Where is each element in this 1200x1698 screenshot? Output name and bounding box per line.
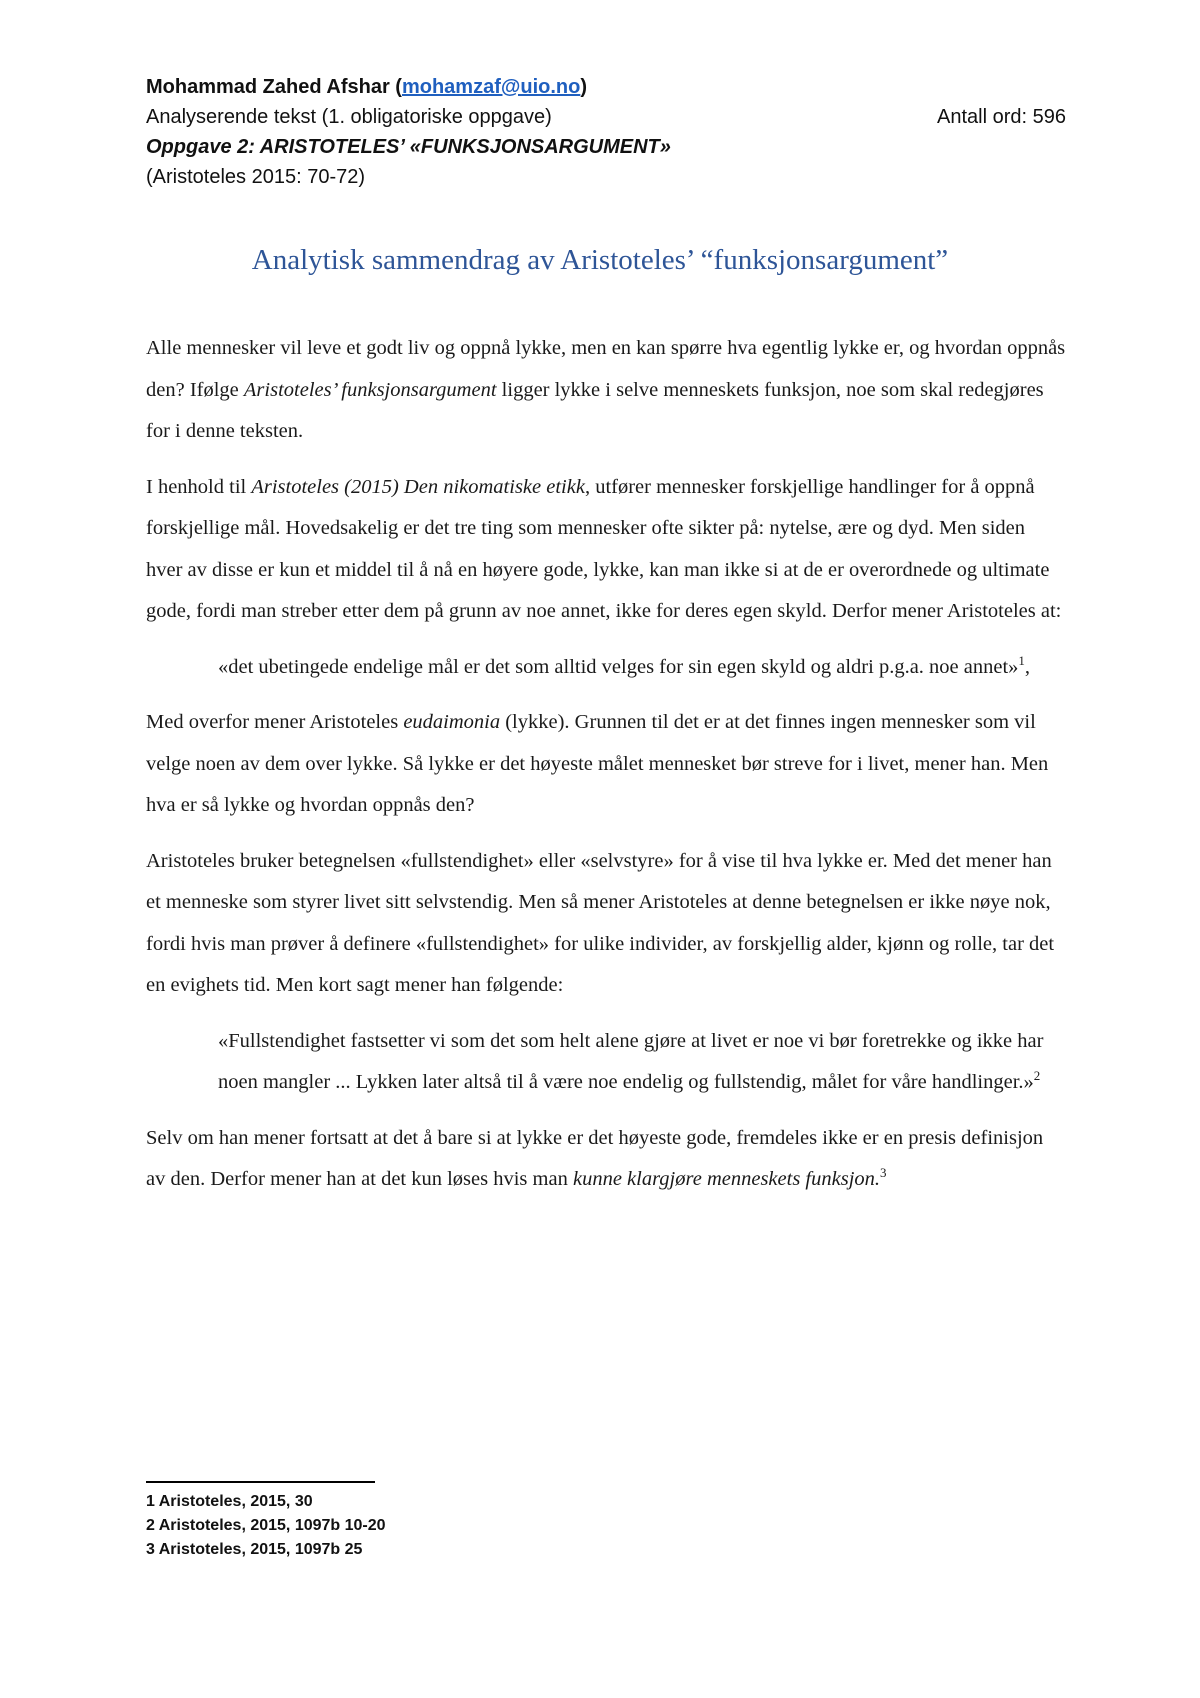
paragraph-2-text-a: I henhold til (146, 475, 252, 498)
task-line: Oppgave 2: ARISTOTELES’ «FUNKSJONSARGUMENT» (146, 136, 671, 158)
paragraph-5-period: . (874, 1168, 881, 1190)
document-header (146, 72, 1066, 192)
paragraph-3-italic: eudaimonia (403, 711, 501, 733)
reference-line: (Aristoteles 2015: 70-72) (146, 166, 366, 188)
paragraph-1 (146, 328, 1066, 453)
block-quote-2 (218, 1021, 1066, 1104)
author-name: Mohammad Zahed Afshar (146, 76, 390, 98)
document-body (146, 328, 1066, 1215)
paragraph-2-italic: Aristoteles (2015) Den nikomatiske etikk (251, 475, 585, 498)
block-quote-1-tail: , (1024, 655, 1031, 678)
footnote-2: 2 Aristoteles, 2015, 1097b 10-20 (146, 1517, 386, 1534)
paragraph-5-text-a: Selv om han mener fortsatt at det å bare si at lykke er det høyeste gode, fremdeles ikke er en presis definisjon av den. Derfor mener han at det kun løses hvis man (146, 1126, 1044, 1190)
paragraph-5 (146, 1118, 1066, 1201)
block-quote-2-text: «Fullstendighet fastsetter vi som det som helt alene gjøre at livet er noe vi bør foretrekke og ikke har noen mangler ... Lykken later altså til å være noe endelig og fullstendig, målet for våre handlinger.» (218, 1029, 1044, 1093)
footnote-ref-2: 2 (1033, 1068, 1041, 1084)
paragraph-3-text-a: Med overfor mener Aristoteles (146, 711, 404, 733)
email-link[interactable]: mohamzaf@uio.no (401, 76, 581, 98)
block-quote-1-text: «det ubetingede endelige mål er det som alltid velges for sin egen skyld og aldri p.g.a. noe annet» (218, 655, 1019, 678)
footnote-3: 3 Aristoteles, 2015, 1097b 25 (146, 1541, 363, 1558)
paragraph-1-italic: Aristoteles’ funksjonsargument (243, 378, 497, 401)
paragraph-5-italic: kunne klargjøre menneskets funksjon (572, 1168, 875, 1190)
document-title: Analytisk sammendrag av Aristoteles’ “funksjonsargument” (251, 244, 949, 276)
author-line (146, 72, 1066, 102)
paragraph-4: Aristoteles bruker betegnelsen «fullstendighet» eller «selvstyre» for å vise til hva lykke er. Med det mener han et menneske som styrer livet sitt selvstendig. Men så mener Aristoteles at denne betegnelsen er ikke nøye nok, fordi hvis man prøver å definere «fullstendighet» for ulike individer, av forskjellig alder, kjønn og rolle, tar det en evighets tid. Men kort sagt mener han følgende: (146, 849, 1055, 996)
paragraph-1-text-b: ligger lykke i selve menneskets funksjon, noe som skal redegjøres for i denne teksten. (146, 378, 1044, 442)
footnotes (146, 1490, 386, 1562)
block-quote-1 (218, 647, 1066, 689)
footnote-ref-3: 3 (880, 1165, 887, 1181)
paragraph-3 (146, 702, 1066, 827)
paragraph-3-text-b: (lykke). Grunnen til det er at det finnes ingen mennesker som vil velge noen av dem over lykke. Så lykke er det høyeste målet mennesket bør streve for i livet, mener han. Men hva er så lykke og hvordan oppnås den? (146, 711, 1049, 816)
footnote-separator (146, 1481, 375, 1483)
assignment-line (146, 102, 1066, 132)
footnote-ref-1: 1 (1018, 652, 1025, 668)
paragraph-1-text-a: Alle mennesker vil leve et godt liv og oppnå lykke, men en kan spørre hva egentlig lykke er, og hvordan oppnås den? Ifølge (146, 337, 1066, 401)
author-paren-close: ) (580, 76, 588, 98)
footnote-1: 1 Aristoteles, 2015, 30 (146, 1493, 313, 1510)
assignment-type: Analyserende tekst (1. obligatoriske oppgave) (146, 106, 552, 128)
word-count: Antall ord: 596 (937, 106, 1066, 128)
author-paren-open: ( (389, 76, 402, 98)
paragraph-2 (146, 467, 1066, 633)
paragraph-2-text-b: , utfører mennesker forskjellige handlinger for å oppnå forskjellige mål. Hovedsakelig er det tre ting som mennesker ofte sikter på: nytelse, ære og dyd. Men siden hver av disse er kun et middel til å nå en høyere gode, lykke, kan man ikke si at de er overordnede og ultimate gode, fordi man streber etter dem på grunn av noe annet, ikke for deres egen skyld. Derfor mener Aristoteles at: (146, 475, 1062, 622)
